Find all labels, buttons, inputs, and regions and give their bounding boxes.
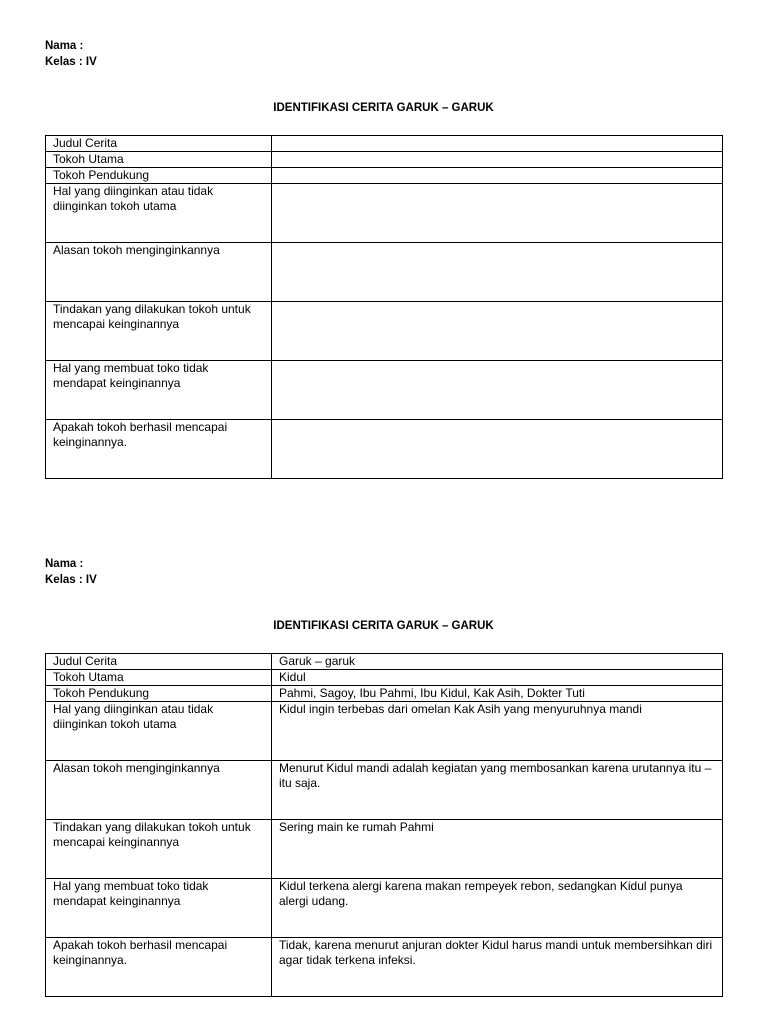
row-value (272, 361, 723, 420)
row-label: Hal yang membuat toko tidak mendapat keinginannya (46, 361, 272, 420)
row-label: Hal yang membuat toko tidak mendapat keinginannya (46, 879, 272, 938)
row-value (272, 152, 723, 168)
row-label: Alasan tokoh menginginkannya (46, 243, 272, 302)
kelas-label: Kelas : IV (45, 56, 97, 68)
worksheet-title: IDENTIFIKASI CERITA GARUK – GARUK (273, 620, 494, 632)
identification-table (45, 653, 723, 997)
row-label: Tokoh Utama (46, 152, 272, 168)
row-value: Garuk – garuk (272, 654, 723, 670)
table-row (46, 243, 723, 302)
row-label: Judul Cerita (46, 654, 272, 670)
kelas-label: Kelas : IV (45, 574, 97, 586)
row-value: Tidak, karena menurut anjuran dokter Kidul harus mandi untuk membersihkan diri agar tidak terkena infeksi. (272, 938, 723, 997)
row-value: Pahmi, Sagoy, Ibu Pahmi, Ibu Kidul, Kak Asih, Dokter Tuti (272, 686, 723, 702)
worksheet-blank (45, 0, 722, 490)
row-value (272, 184, 723, 243)
row-label: Tokoh Pendukung (46, 686, 272, 702)
nama-label: Nama : (45, 40, 84, 52)
worksheet-filled (45, 518, 722, 978)
table-row (46, 184, 723, 243)
table-row (46, 152, 723, 168)
table-row (46, 938, 723, 997)
row-value: Sering main ke rumah Pahmi (272, 820, 723, 879)
row-label: Tokoh Utama (46, 670, 272, 686)
row-label: Judul Cerita (46, 136, 272, 152)
table-row (46, 702, 723, 761)
table-row (46, 136, 723, 152)
row-value (272, 420, 723, 479)
table-row (46, 879, 723, 938)
identification-table (45, 135, 723, 479)
row-value: Menurut Kidul mandi adalah kegiatan yang membosankan karena urutannya itu – itu saja. (272, 761, 723, 820)
worksheet-title: IDENTIFIKASI CERITA GARUK – GARUK (273, 102, 494, 114)
table-row (46, 420, 723, 479)
table-row (46, 168, 723, 184)
table-row (46, 761, 723, 820)
row-label: Tindakan yang dilakukan tokoh untuk mencapai keinginannya (46, 302, 272, 361)
row-label: Tokoh Pendukung (46, 168, 272, 184)
row-value (272, 168, 723, 184)
row-value: Kidul (272, 670, 723, 686)
row-value (272, 243, 723, 302)
table-row (46, 670, 723, 686)
row-label: Apakah tokoh berhasil mencapai keinginannya. (46, 420, 272, 479)
row-label: Hal yang diinginkan atau tidak diinginkan tokoh utama (46, 702, 272, 761)
table-row (46, 302, 723, 361)
row-label: Tindakan yang dilakukan tokoh untuk mencapai keinginannya (46, 820, 272, 879)
table-row (46, 686, 723, 702)
row-value: Kidul ingin terbebas dari omelan Kak Asih yang menyuruhnya mandi (272, 702, 723, 761)
row-value (272, 136, 723, 152)
row-label: Hal yang diinginkan atau tidak diinginkan tokoh utama (46, 184, 272, 243)
row-label: Alasan tokoh menginginkannya (46, 761, 272, 820)
table-row (46, 820, 723, 879)
table-row (46, 361, 723, 420)
row-value: Kidul terkena alergi karena makan rempeyek rebon, sedangkan Kidul punya alergi udang. (272, 879, 723, 938)
nama-label: Nama : (45, 558, 84, 570)
table-row (46, 654, 723, 670)
row-value (272, 302, 723, 361)
row-label: Apakah tokoh berhasil mencapai keinginannya. (46, 938, 272, 997)
